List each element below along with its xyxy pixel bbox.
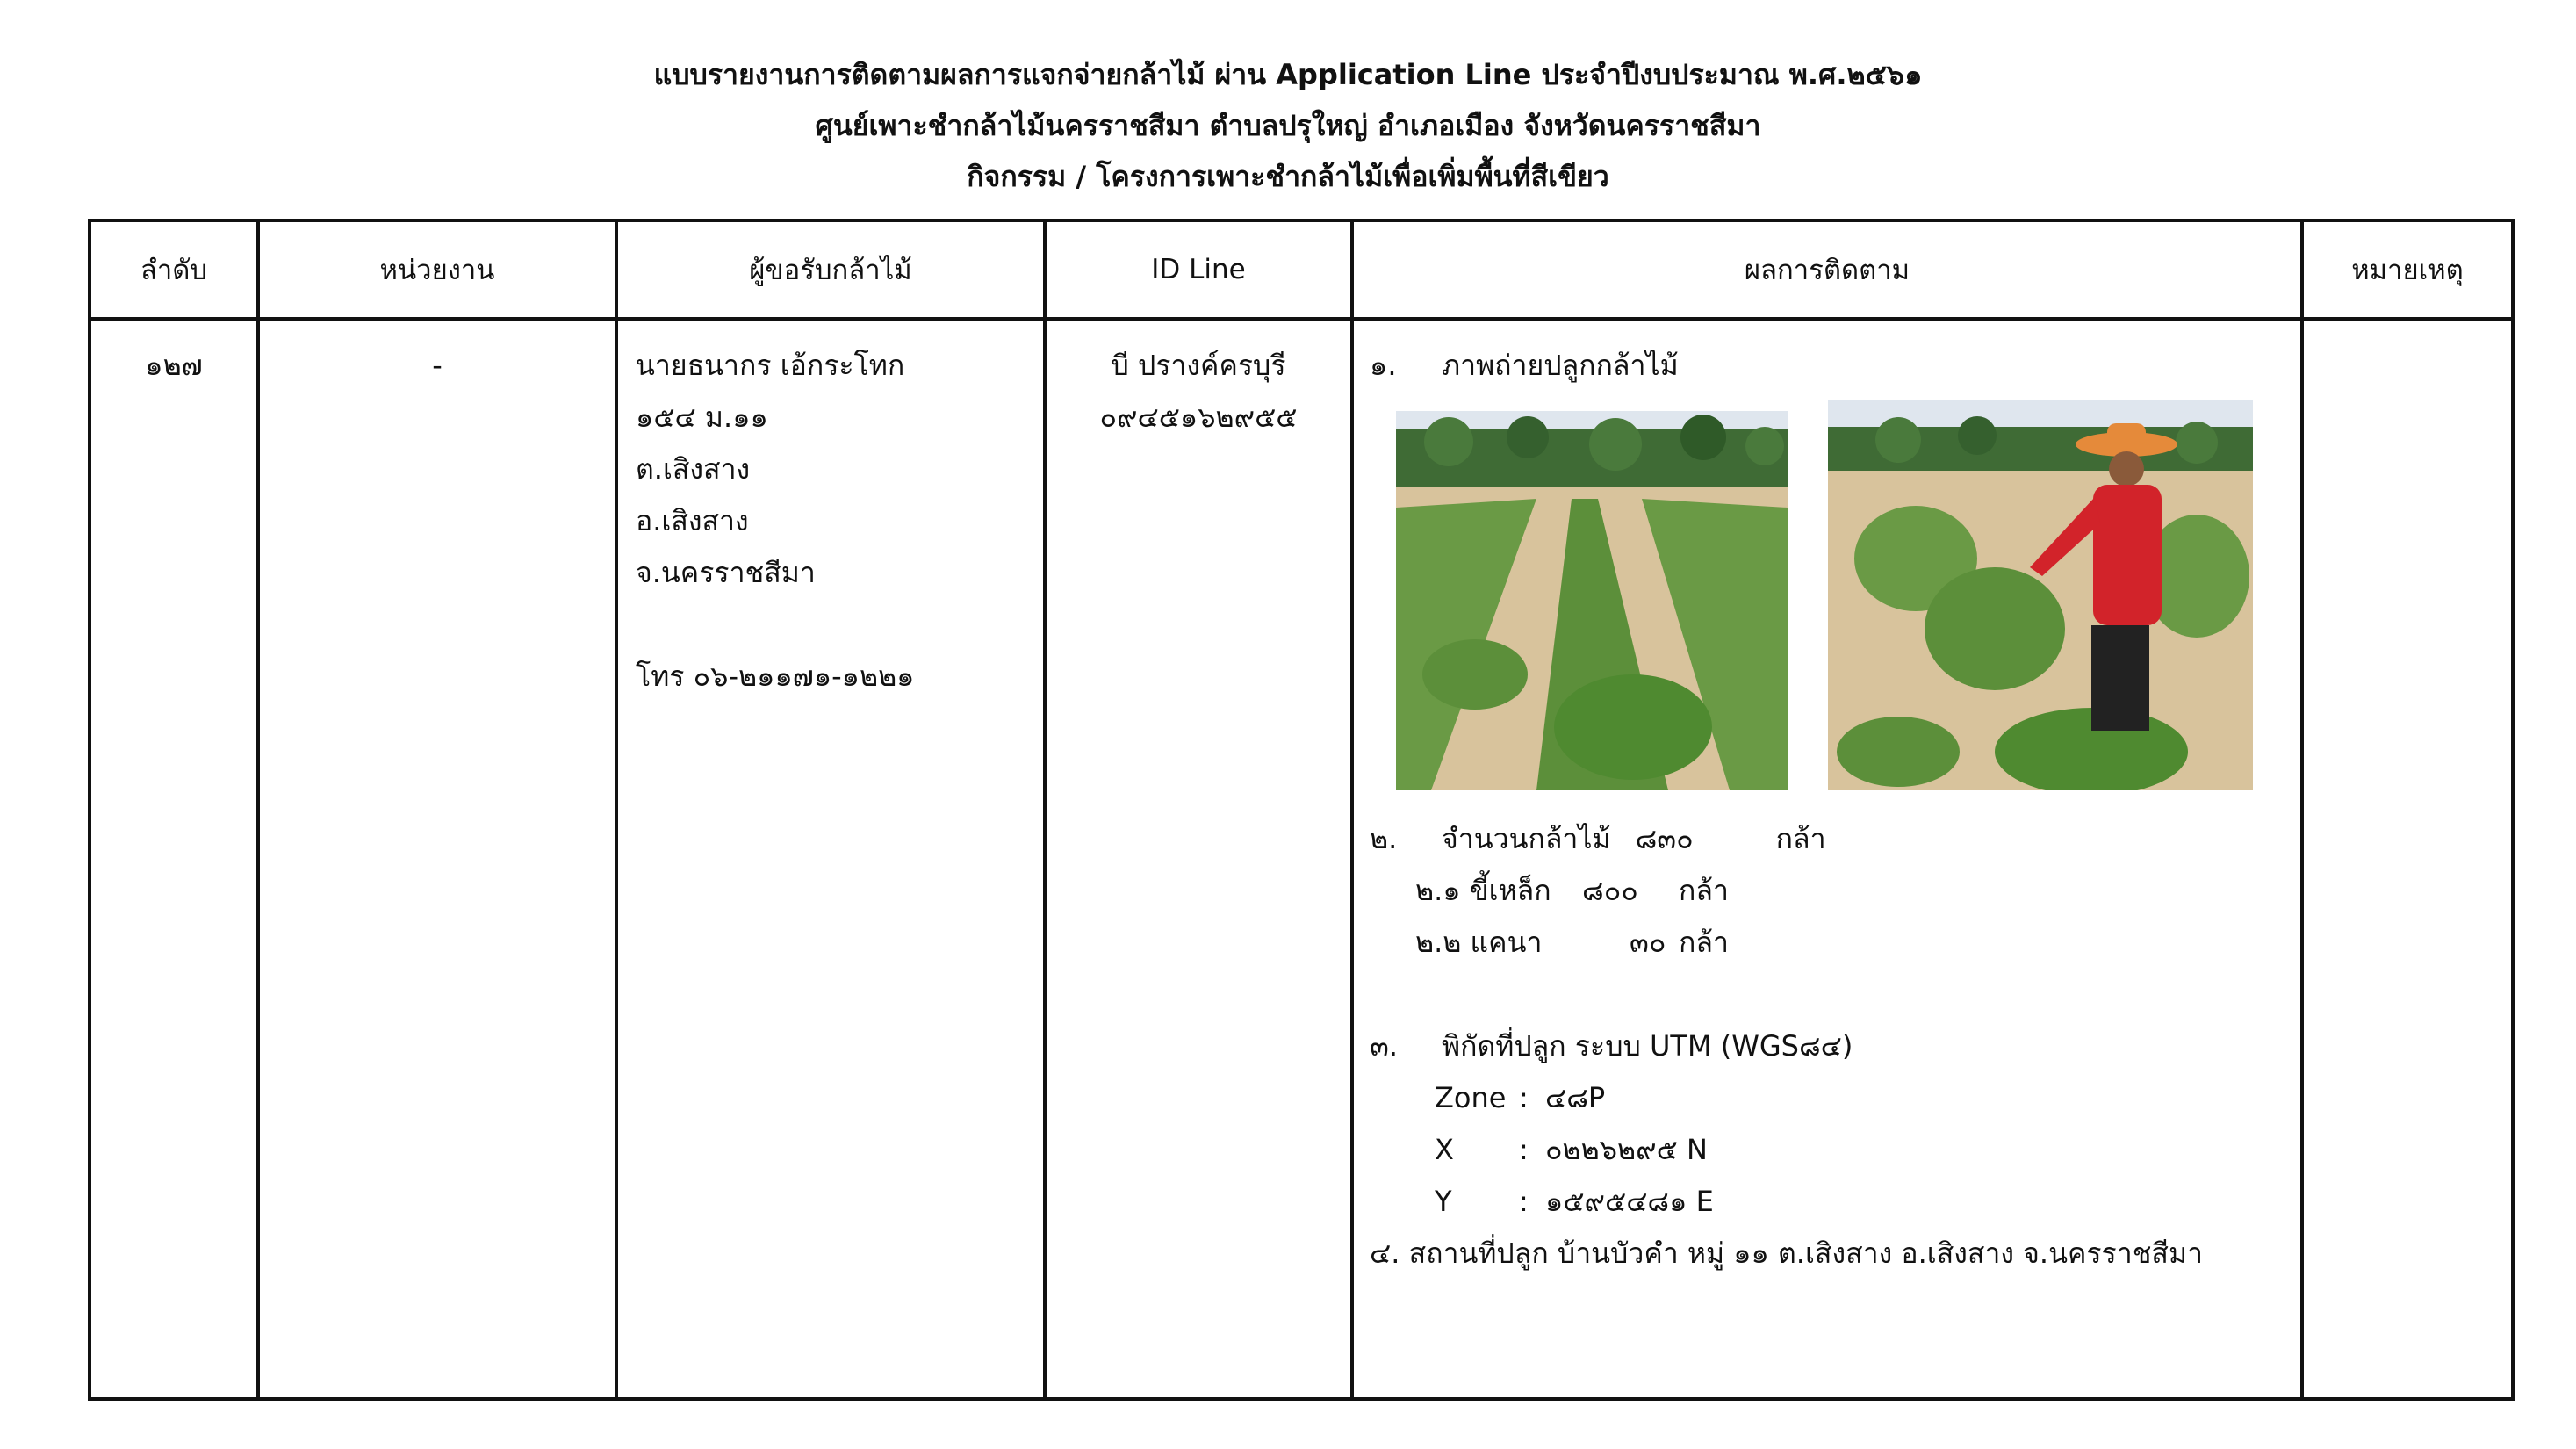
recipient-subdistrict: ต.เสิงสาง (636, 452, 751, 486)
result-item-photos (1370, 340, 2300, 392)
coord-y-colon: : (1519, 1185, 1529, 1218)
species-2-quantity: ๓๐ (1630, 926, 1666, 959)
cell-id-line (1045, 319, 1352, 1399)
result-item-seedling-count (1370, 813, 2300, 865)
report-header (0, 49, 2576, 202)
report-subtitle-activity: กิจกรรม / โครงการเพาะชำกล้าไม้เพื่อเพิ่มพื้นที่สีเขียว (967, 160, 1609, 193)
id-line-number: ๐๙๔๕๑๖๒๙๕๕ (1099, 400, 1298, 434)
result-item1-number: ๑. (1370, 349, 1397, 382)
header-recipient: ผู้ขอรับกล้าไม้ (616, 220, 1045, 319)
result-item2-quantity: ๘๓๐ (1635, 822, 1694, 855)
result-item3-number: ๓. (1370, 1029, 1399, 1063)
header-id-line: ID Line (1045, 220, 1352, 319)
coord-y (1370, 1176, 2300, 1228)
result-item-species-1 (1370, 865, 2300, 917)
species-1-quantity: ๘๐๐ (1582, 874, 1638, 907)
recipient-phone: โทร ๐๖-๒๑๑๗๑-๑๒๒๑ (636, 660, 915, 693)
photo-farmer-inspecting (1828, 400, 2253, 790)
result-item2-unit: กล้า (1775, 822, 1826, 855)
result-item3-label: พิกัดที่ปลูก ระบบ UTM (WGS๘๔) (1442, 1029, 1853, 1063)
result-item2-label: จำนวนกล้าไม้ (1442, 822, 1611, 855)
coord-zone-value: ๔๘P (1545, 1081, 1606, 1114)
order-number: ๑๒๗ (145, 349, 203, 382)
header-remark: หมายเหตุ (2302, 220, 2513, 319)
recipient-province: จ.นครราชสีมา (636, 556, 816, 589)
result-item-species-2 (1370, 917, 2300, 969)
table-row (90, 319, 2513, 1399)
recipient-address: ๑๕๔ ม.๑๑ (636, 400, 768, 434)
id-line-name: บี ปรางค์ครบุรี (1111, 349, 1286, 382)
table-header-row (90, 220, 2513, 319)
id-line-block (1047, 321, 1350, 443)
agency-value: - (432, 349, 443, 382)
remark-value (2304, 321, 2511, 340)
report-subtitle-center: ศูนย์เพาะชำกล้าไม้นครราชสีมา ตำบลปรุใหญ่ อำเภอเมือง จังหวัดนครราชสีมา (815, 109, 1761, 142)
coord-y-value: ๑๕๙๕๔๘๑ E (1545, 1185, 1714, 1218)
cell-agency (258, 319, 616, 1399)
result-item1-label: ภาพถ่ายปลูกกล้าไม้ (1442, 349, 1679, 382)
result-item-location: ๔. สถานที่ปลูก บ้านบัวคำ หมู่ ๑๑ ต.เสิงสาง อ.เสิงสาง จ.นครราชสีมา (1370, 1236, 2203, 1270)
coord-x-key: X (1435, 1133, 1454, 1166)
result-item-coordinates (1370, 1020, 2300, 1072)
species-1-label: ๒.๑ ขี้เหล็ก (1415, 874, 1551, 907)
follow-up-table (88, 219, 2515, 1401)
header-order: ลำดับ (90, 220, 258, 319)
species-1-unit: กล้า (1679, 874, 1729, 907)
recipient-name: นายธนากร เอ้กระโทก (636, 349, 905, 382)
result-item2-number: ๒. (1370, 822, 1398, 855)
cell-recipient (616, 319, 1045, 1399)
planting-photos (1370, 400, 2300, 813)
header-result: ผลการติดตาม (1352, 220, 2302, 319)
recipient-block (618, 321, 1043, 703)
coord-y-key: Y (1435, 1185, 1452, 1218)
cell-result (1352, 319, 2302, 1399)
recipient-district: อ.เสิงสาง (636, 504, 749, 537)
coord-zone-key: Zone (1435, 1081, 1507, 1114)
species-2-label: ๒.๒ แคนา (1415, 926, 1543, 959)
coord-zone-colon: : (1519, 1081, 1529, 1114)
coord-zone (1370, 1072, 2300, 1124)
header-agency: หน่วยงาน (258, 220, 616, 319)
cell-remark (2302, 319, 2513, 1399)
coord-x (1370, 1124, 2300, 1176)
report-title: แบบรายงานการติดตามผลการแจกจ่ายกล้าไม้ ผ่าน Application Line ประจำปีงบประมาณ พ.ศ.๒๕๖๑ (653, 58, 1923, 91)
coord-x-value: ๐๒๒๖๒๙๕ N (1545, 1133, 1708, 1166)
coord-x-colon: : (1519, 1133, 1529, 1166)
photo-seedling-rows (1396, 411, 1788, 790)
cell-order (90, 319, 258, 1399)
result-block (1354, 321, 2300, 1280)
species-2-unit: กล้า (1679, 926, 1729, 959)
